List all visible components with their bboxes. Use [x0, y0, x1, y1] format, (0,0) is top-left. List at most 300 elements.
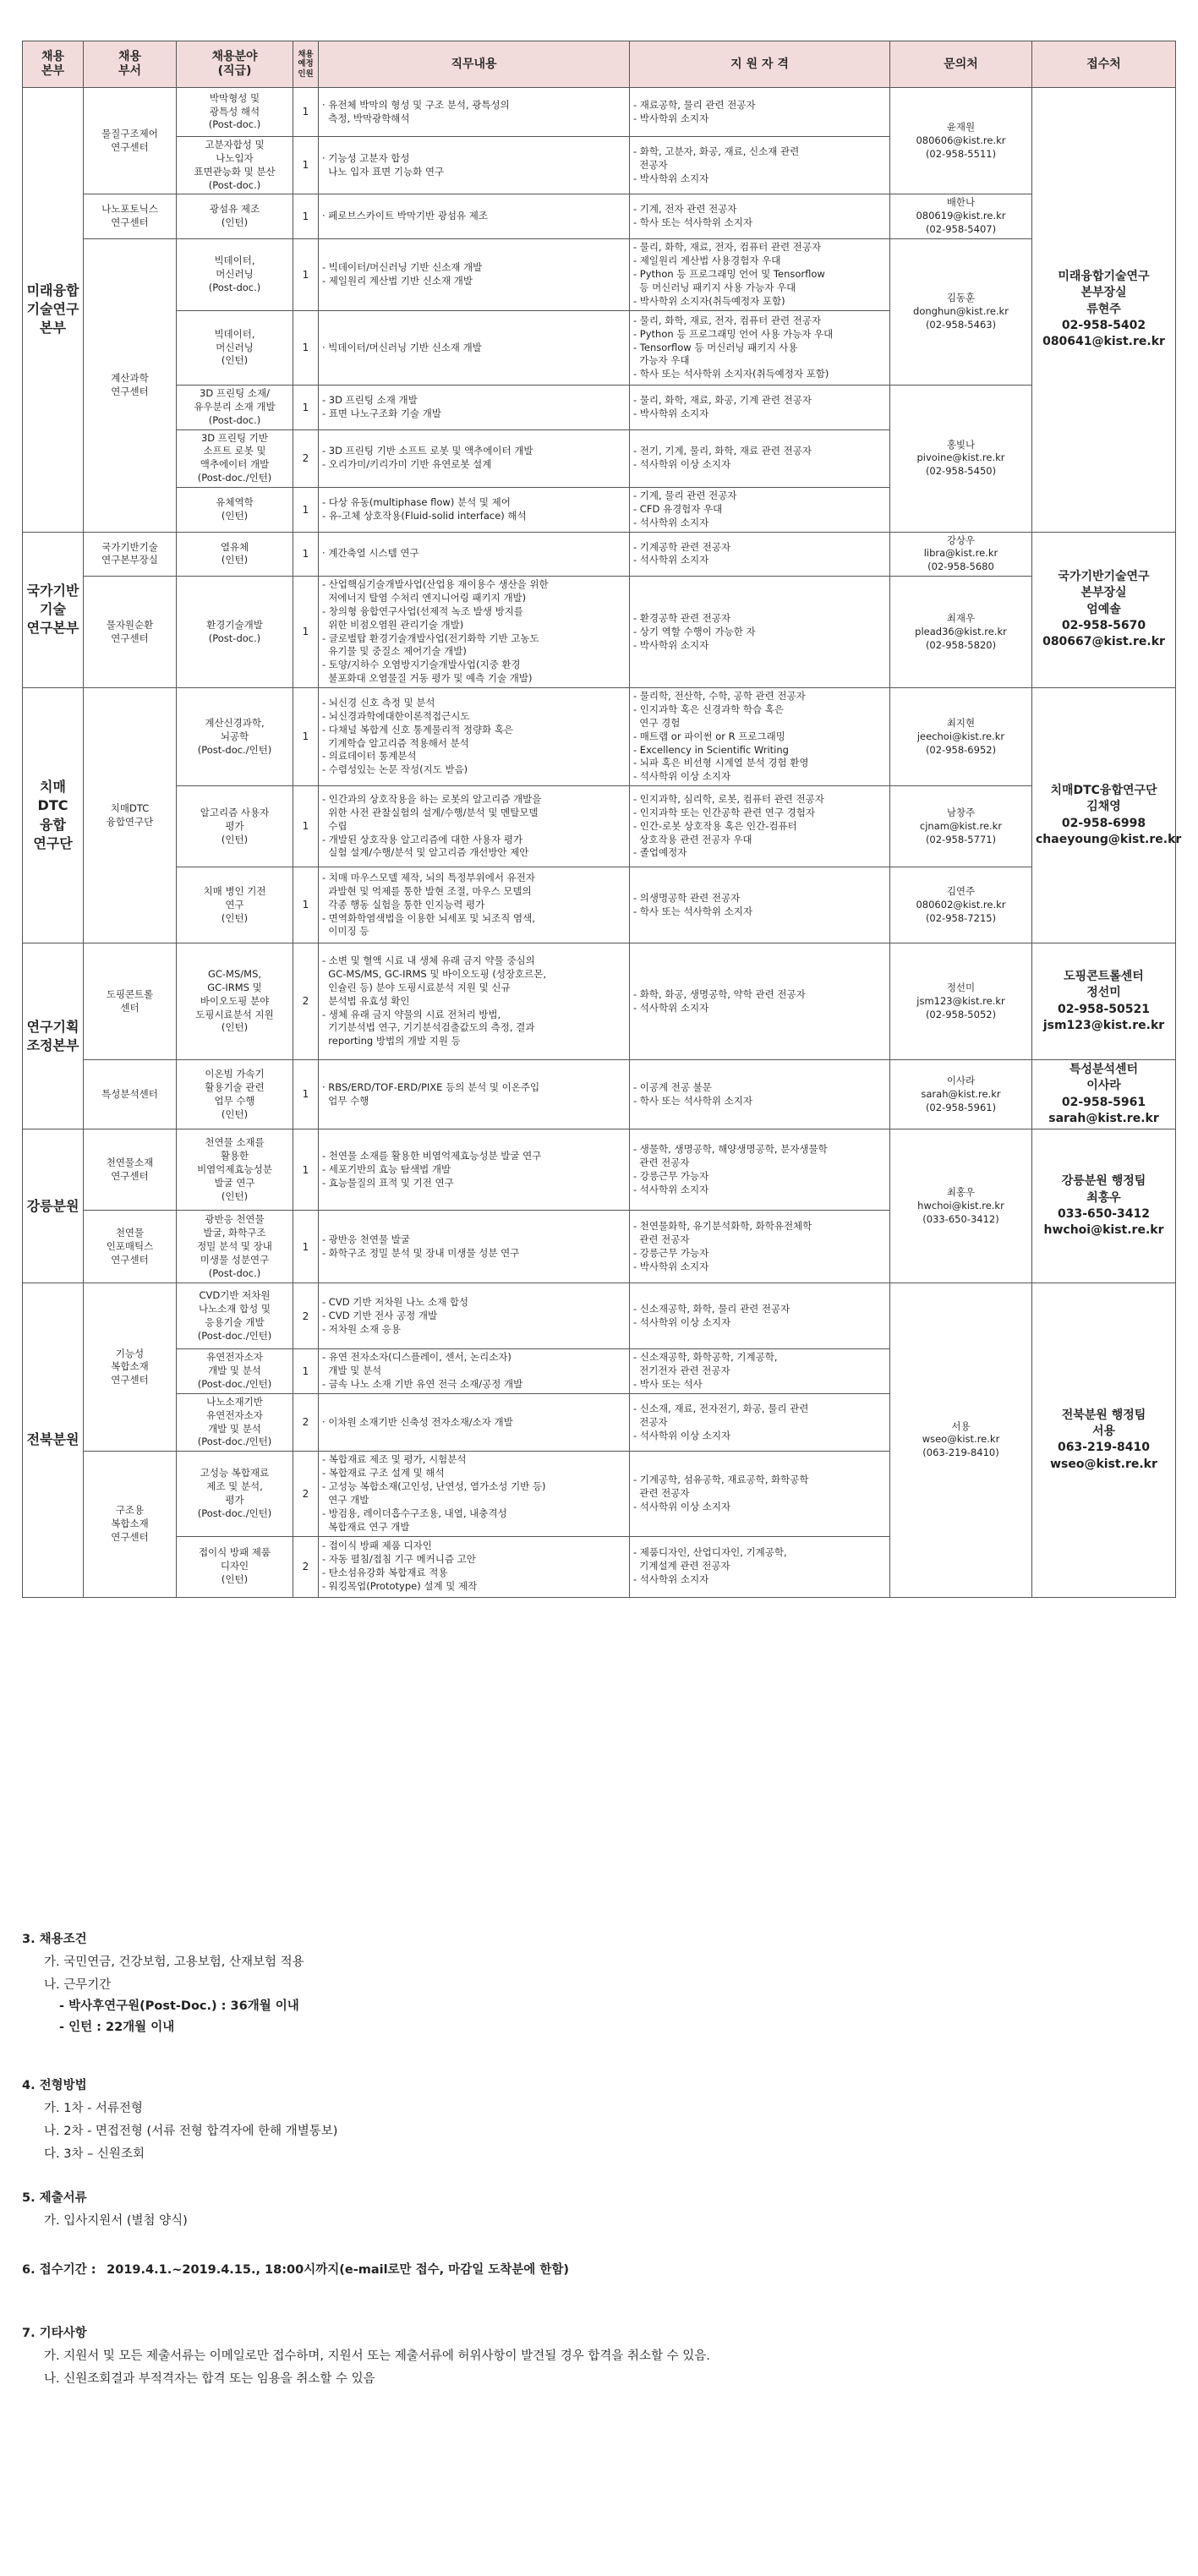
section-misc — [22, 2323, 1172, 2387]
cell-line: - 강릉근무 가능자 — [633, 1246, 709, 1259]
field-cell: 유체역학 (인턴) — [177, 488, 293, 533]
field-cell: 천연물 소재를 활용한 비염억제효능성분 발굴 연구 (인턴) — [177, 1129, 293, 1211]
cell-line: 복합재료 연구 개발 — [322, 1520, 410, 1533]
duty-cell — [319, 867, 630, 943]
requirements-cell — [630, 1129, 890, 1211]
field-cell: 광반응 천연물 발굴, 화학구조 정밀 분석 및 장내 미생물 성분연구 (Post-doc.) — [177, 1211, 293, 1283]
cell-line: - 방검용, 레이더흡수구조용, 내열, 내충격성 — [322, 1507, 507, 1519]
count-cell: 1 — [293, 386, 319, 430]
hq-cell: 치매DTC 융합 연구단 — [23, 688, 84, 943]
count-cell: 1 — [293, 688, 319, 786]
section-title: 6. 접수기간 : — [22, 2263, 96, 2277]
count-cell: 2 — [293, 943, 319, 1060]
dept-cell: 물자원순환 연구센터 — [84, 577, 177, 688]
duty-cell — [319, 386, 630, 430]
cell-line: - 고성능 복합소재(고인성, 난연성, 열가소성 기반 등) — [322, 1480, 546, 1493]
cell-line: - 박사 또는 석사 — [633, 1378, 703, 1391]
cell-line: - Tensorflow 등 머신러닝 패키지 사용 — [633, 341, 798, 353]
cell-line: - 저차원 소재 응용 — [322, 1322, 401, 1335]
cell-line: - 천연물화학, 유기분석화학, 화학유전체학 — [633, 1220, 812, 1233]
cell-line: 기계학습 알고리즘 적용해서 분석 — [322, 736, 469, 749]
count-cell: 1 — [293, 311, 319, 386]
duty-cell — [319, 577, 630, 688]
cell-line: · 기능성 고분자 합성 — [322, 151, 410, 164]
cell-line: - 3D 프린팅 소재 개발 — [322, 393, 418, 406]
cell-line: 관련 전공자 — [633, 1156, 690, 1168]
cell-line: - 석사학위 소지자 — [633, 1183, 709, 1195]
header-hq: 채용 본부 — [23, 41, 84, 88]
cell-line: - 창의형 융합연구사업(선제적 녹조 발생 방지를 — [322, 604, 523, 617]
table-row — [23, 532, 1176, 577]
cell-line: 측정, 박막광학해석 — [322, 112, 410, 124]
field-cell: 광섬유 제조 (인턴) — [177, 194, 293, 239]
header-field: 채용분야 (직급) — [177, 41, 293, 88]
duty-cell — [319, 943, 630, 1060]
duty-cell — [319, 786, 630, 867]
contact-cell: 최지현 jeechoi@kist.re.kr (02-958-6952) — [890, 688, 1032, 786]
list-item: 나. 신원조회결과 부적격자는 합격 또는 임용을 취소할 수 있음 — [44, 2372, 375, 2386]
table-row — [23, 867, 1176, 943]
cell-line: - 인지과학, 심리학, 로봇, 컴퓨터 관련 전공자 — [633, 792, 824, 805]
cell-line: - 표면 나노구조화 기술 개발 — [322, 407, 441, 419]
dept-cell: 국가기반기술 연구본부장실 — [84, 532, 177, 577]
field-cell: 열유체 (인턴) — [177, 532, 293, 577]
cell-line: - 뇌신경과학에대한이론적접근시도 — [322, 709, 470, 722]
cell-line: 개발 및 분석 — [322, 1365, 382, 1377]
cell-line: - 석사학위 소지자 — [633, 1001, 709, 1014]
count-cell: 1 — [293, 488, 319, 533]
cell-line: - 뇌파 혹은 비선형 시계열 분석 경험 환영 — [633, 757, 809, 769]
requirements-cell — [630, 311, 890, 386]
requirements-cell — [630, 577, 890, 688]
cell-line: - 기계공학 관련 전공자 — [633, 540, 731, 553]
cell-line: - 면역화학염색법을 이용한 뇌세포 및 뇌조직 염색, — [322, 911, 535, 924]
cell-line: - 글로벌탑 환경기술개발사업(전기화학 기반 고농도 — [322, 632, 539, 644]
cell-line: - 석사학위 소지자 — [633, 516, 709, 528]
cell-line: 각종 행동 실험을 통한 인지능력 평가 — [322, 898, 485, 911]
duty-cell — [319, 88, 630, 137]
cell-line: - 기계, 물리 관련 전공자 — [633, 489, 737, 502]
requirements-cell — [630, 786, 890, 867]
hq-cell: 미래융합 기술연구 본부 — [23, 88, 84, 533]
cell-line: - 탄소섬유강화 복합재료 적용 — [322, 1567, 448, 1578]
cell-line: - 박사학위 소지자(취득예정자 포함) — [633, 294, 785, 307]
duty-cell — [319, 1211, 630, 1283]
cell-line: - 물리, 화학, 재료, 화공, 기계 관련 전공자 — [633, 393, 812, 406]
cell-line: 과발현 및 억제를 통한 발현 조절, 마우스 모델의 — [322, 884, 532, 897]
table-row — [23, 386, 1176, 430]
count-cell: 1 — [293, 1211, 319, 1283]
cell-line: - 효능물질의 표적 및 기전 연구 — [322, 1176, 454, 1189]
section-conditions — [22, 1929, 1172, 2035]
cell-line: 저에너지 탈염 수처리 엔지니어링 패키지 개발) — [322, 592, 527, 604]
cell-line: 등 머신러닝 패키지 사용 가능자 우대 — [633, 281, 796, 293]
count-cell: 2 — [293, 429, 319, 487]
cell-line: - 치매 마우스모델 제작, 뇌의 특정부위에서 유전자 — [322, 871, 535, 883]
cell-line: - 화학, 고분자, 화공, 재료, 신소재 관련 — [633, 145, 800, 157]
cell-line: 연구 개발 — [322, 1493, 369, 1506]
table-row — [23, 1129, 1176, 1211]
cell-line: 관련 전공자 — [633, 1486, 690, 1499]
cell-line: 불포화대 오염물질 거동 평가 및 예측 기술 개발) — [322, 672, 533, 685]
cell-line: - 광반응 천연물 발굴 — [322, 1233, 410, 1245]
cell-line: - 의료데이터 통계분석 — [322, 750, 417, 763]
cell-line: - 제일원리 계산법 사용경험자 우대 — [633, 254, 781, 267]
dept-cell: 특성분석센터 — [84, 1060, 177, 1129]
count-cell: 1 — [293, 786, 319, 867]
count-cell: 1 — [293, 1129, 319, 1211]
contact-cell: 홍빛나 pivoine@kist.re.kr (02-958-5450) — [890, 386, 1032, 533]
field-cell: 빅데이터, 머신러닝 (인턴) — [177, 311, 293, 386]
cell-line: 업무 수행 — [322, 1094, 369, 1107]
field-cell: 고분자합성 및 나노입자 표면관능화 및 분산 (Post-doc.) — [177, 137, 293, 194]
cell-line: - 천연물 소재를 활용한 비염억제효능성분 발굴 연구 — [322, 1150, 542, 1162]
count-cell: 2 — [293, 1393, 319, 1451]
cell-line: - 석사학위 이상 소지자 — [633, 1429, 731, 1441]
field-cell: 접이식 방패 제품 디자인 (인턴) — [177, 1536, 293, 1597]
count-cell: 2 — [293, 1283, 319, 1349]
cell-line: - 이공계 전공 불문 — [633, 1080, 712, 1093]
requirements-cell — [630, 488, 890, 533]
cell-line: - 학사 또는 석사학위 소지자(취득예정자 포함) — [633, 368, 829, 380]
requirements-cell — [630, 1452, 890, 1536]
field-cell: 환경기술개발 (Post-doc.) — [177, 577, 293, 688]
dept-cell: 물질구조제어 연구센터 — [84, 88, 177, 194]
cell-line: - CVD 기반 저차원 나노 소재 합성 — [322, 1296, 469, 1309]
field-cell: 빅데이터, 머신러닝 (Post-doc.) — [177, 239, 293, 311]
list-item: 가. 국민연금, 건강보험, 고용보험, 산재보험 적용 — [44, 1955, 304, 1969]
cell-line: - 생체 유래 금지 약물의 시료 전처리 방법, — [322, 1008, 501, 1020]
cell-line: - 학사 또는 석사학위 소지자 — [633, 905, 752, 917]
duty-cell — [319, 194, 630, 239]
cell-line: 전공자 — [633, 1415, 668, 1428]
contact-cell: 최재우 plead36@kist.re.kr (02-958-5820) — [890, 577, 1032, 688]
section-selection — [22, 2076, 1172, 2162]
requirements-cell — [630, 688, 890, 786]
reception-cell: 특성분석센터 이사라 02-958-5961 sarah@kist.re.kr — [1032, 1060, 1176, 1129]
cell-line: - 학사 또는 석사학위 소지자 — [633, 216, 752, 229]
contact-cell: 배한나 080619@kist.re.kr (02-958-5407) — [890, 194, 1032, 239]
field-cell: 고성능 복합재료 제조 및 분석, 평가 (Post-doc./인턴) — [177, 1452, 293, 1536]
count-cell: 2 — [293, 1536, 319, 1597]
requirements-cell — [630, 1393, 890, 1451]
contact-cell: 정선미 jsm123@kist.re.kr (02-958-5052) — [890, 943, 1032, 1060]
contact-cell: 최홍우 hwchoi@kist.re.kr (033-650-3412) — [890, 1129, 1032, 1283]
cell-line: - 신소재공학, 화학, 물리 관련 전공자 — [633, 1302, 790, 1315]
cell-line: - 석사학위 이상 소지자 — [633, 458, 731, 471]
cell-line: - Excellency in Scientific Writing — [633, 743, 789, 756]
requirements-cell — [630, 137, 890, 194]
cell-line: - 석사학위 소지자 — [633, 1572, 709, 1585]
list-item: 가. 지원서 및 모든 제출서류는 이메일로만 접수하며, 지원서 또는 제출서류에 허위사항이 발견될 경우 합격을 취소할 수 있음. — [44, 2349, 710, 2363]
dept-cell: 나노포토닉스 연구센터 — [84, 194, 177, 239]
count-cell: 1 — [293, 867, 319, 943]
cell-line: 이미징 등 — [322, 925, 369, 938]
table-row — [23, 88, 1176, 137]
cell-line: - 제품디자인, 산업디자인, 기계공학, — [633, 1546, 787, 1559]
field-cell: 계산신경과학, 뇌공학 (Post-doc./인턴) — [177, 688, 293, 786]
requirements-cell — [630, 386, 890, 430]
cell-line: - Python 등 프로그래밍 언어 사용 가능자 우대 — [633, 327, 834, 340]
cell-line: - 복합재료 구조 설계 및 해석 — [322, 1467, 445, 1479]
cell-line: - 유-고체 상호작용(Fluid-solid interface) 해석 — [322, 509, 527, 522]
dept-cell: 천연물 인포매틱스 연구센터 — [84, 1211, 177, 1283]
field-cell: 알고리즘 사용자 평가 (인턴) — [177, 786, 293, 867]
reception-cell: 치매DTC융합연구단 김채영 02-958-6998 chaeyoung@kist.re.kr — [1032, 688, 1176, 943]
cell-line: 가능자 우대 — [633, 354, 690, 367]
cell-line: - 인지과학 혹은 신경과학 학습 혹은 — [633, 703, 784, 715]
cell-line: - 인지과학 또는 인간공학 관련 연구 경험자 — [633, 806, 815, 818]
table-header-row — [23, 41, 1176, 88]
list-item: 가. 1차 - 서류전형 — [44, 2102, 143, 2115]
cell-line: · 빅데이터/머신러닝 기반 신소재 개발 — [322, 341, 482, 353]
count-cell: 1 — [293, 137, 319, 194]
hq-cell: 국가기반 기술 연구본부 — [23, 532, 84, 687]
cell-line: - 빅데이터/머신러닝 기반 신소재 개발 — [322, 261, 483, 274]
contact-cell: 강상우 libra@kist.re.kr (02-958-5680 — [890, 532, 1032, 577]
header-reception: 접수처 — [1032, 41, 1176, 88]
duty-cell — [319, 1283, 630, 1349]
header-duty: 직무내용 — [319, 41, 630, 88]
cell-line: - 금속 나노 소재 기반 유연 전극 소재/공정 개발 — [322, 1378, 523, 1391]
dept-cell: 도핑콘트롤 센터 — [84, 943, 177, 1060]
list-item: 다. 3차 – 신원조회 — [44, 2147, 145, 2161]
cell-line: - 환경공학 관련 전공자 — [633, 611, 731, 624]
cell-line: - 화학구조 정밀 분석 및 장내 미생물 성분 연구 — [322, 1246, 520, 1259]
requirements-cell — [630, 1060, 890, 1129]
dept-cell: 천연물소재 연구센터 — [84, 1129, 177, 1211]
cell-line: - 박사학위 소지자 — [633, 172, 709, 184]
cell-line: - 3D 프린팅 기반 소프트 로봇 및 액추에이터 개발 — [322, 445, 533, 457]
requirements-cell — [630, 867, 890, 943]
duty-cell — [319, 688, 630, 786]
cell-line: - 물리, 화학, 재료, 전자, 컴퓨터 관련 전공자 — [633, 314, 822, 326]
dept-cell: 기능성 복합소재 연구센터 — [84, 1283, 177, 1452]
hq-cell: 전북분원 — [23, 1283, 84, 1597]
header-count: 채용 예정 인원 — [293, 41, 319, 88]
cell-line: 위한 사전 관찰실험의 설계/수행/분석 및 멘탈모델 — [322, 806, 539, 818]
requirements-cell — [630, 1283, 890, 1349]
count-cell: 1 — [293, 1349, 319, 1394]
cell-line: 전기전자 관련 전공자 — [633, 1365, 730, 1377]
contact-cell: 서용 wseo@kist.re.kr (063-219-8410) — [890, 1283, 1032, 1597]
cell-line: - 소변 및 혈액 시료 내 생체 유래 금지 약물 중심의 — [322, 954, 535, 967]
requirements-cell — [630, 943, 890, 1060]
duty-cell — [319, 137, 630, 194]
cell-line: - 상기 역할 수행이 가능한 자 — [633, 625, 756, 637]
contact-cell: 김동훈 donghun@kist.re.kr (02-958-5463) — [890, 239, 1032, 386]
requirements-cell — [630, 1349, 890, 1394]
requirements-cell — [630, 532, 890, 577]
table-row — [23, 239, 1176, 311]
count-cell: 1 — [293, 88, 319, 137]
duty-cell — [319, 1129, 630, 1211]
cell-line: 인슐린 등) 분야 도핑시료분석 지원 및 신규 — [322, 981, 511, 993]
cell-line: - 재료공학, 물리 관련 전공자 — [633, 98, 756, 111]
section-period — [22, 2260, 1172, 2278]
table-row — [23, 943, 1176, 1060]
reception-cell: 전북분원 행정팀 서용 063-219-8410 wseo@kist.re.kr — [1032, 1283, 1176, 1597]
sub-item: - 인턴 : 22개월 이내 — [59, 2021, 175, 2034]
cell-line: - Python 등 프로그래밍 언어 및 Tensorflow — [633, 268, 825, 281]
cell-line: - 화학, 화공, 생명공학, 약학 관련 전공자 — [633, 987, 806, 1000]
field-cell: 나노소재기반 유연전자소자 개발 및 분석 (Post-doc./인턴) — [177, 1393, 293, 1451]
cell-line: - 의생명공학 관련 전공자 — [633, 891, 741, 904]
cell-line: - 뇌신경 신호 측정 및 분석 — [322, 696, 435, 708]
section-documents — [22, 2188, 1172, 2229]
hq-cell: 연구기획 조정본부 — [23, 943, 84, 1129]
cell-line: · 유전체 박막의 형성 및 구조 분석, 광특성의 — [322, 98, 510, 111]
header-requirements: 지 원 자 격 — [630, 41, 890, 88]
field-cell: GC-MS/MS, GC-IRMS 및 바이오도핑 분야 도핑시료분석 지원 (인턴) — [177, 943, 293, 1060]
cell-line: - 기계, 전자 관련 전공자 — [633, 203, 737, 216]
count-cell: 1 — [293, 577, 319, 688]
dept-cell: 구조용 복합소재 연구센터 — [84, 1452, 177, 1597]
duty-cell — [319, 488, 630, 533]
cell-line: - 석사학위 이상 소지자 — [633, 770, 731, 783]
cell-line: - 접이식 방패 제품 디자인 — [322, 1540, 432, 1552]
duty-cell — [319, 239, 630, 311]
contact-cell: 이사라 sarah@kist.re.kr (02-958-5961) — [890, 1060, 1032, 1129]
section-title: 3. 채용조건 — [22, 1933, 87, 1946]
cell-line: - 박사학위 소지자 — [633, 407, 709, 419]
reception-cell: 도핑콘트롤센터 정선미 02-958-50521 jsm123@kist.re.kr — [1032, 943, 1176, 1060]
count-cell: 1 — [293, 532, 319, 577]
field-cell: 3D 프린팅 소재/ 유우분리 소재 개발 (Post-doc.) — [177, 386, 293, 430]
duty-cell — [319, 1393, 630, 1451]
duty-cell — [319, 1452, 630, 1536]
cell-line: - 졸업예정자 — [633, 846, 687, 859]
cell-line: - 토양/지하수 오염방지기술개발사업(지중 환경 — [322, 659, 521, 671]
field-cell: 이온빔 가속기 활용기술 관련 업무 수행 (인턴) — [177, 1060, 293, 1129]
contact-cell: 윤재원 080606@kist.re.kr (02-958-5511) — [890, 88, 1032, 194]
reception-cell: 국가기반기술연구 본부장실 엄예솔 02-958-5670 080667@kist.re.kr — [1032, 532, 1176, 687]
cell-line: - 신소재공학, 화학공학, 기계공학, — [633, 1351, 778, 1364]
table-row — [23, 194, 1176, 239]
cell-line: · RBS/ERD/TOF-ERD/PIXE 등의 분석 및 이온주입 — [322, 1080, 540, 1093]
header-dept: 채용 부서 — [84, 41, 177, 88]
cell-line: - CFD 유경험자 우대 — [633, 502, 723, 515]
cell-line: - 매트랩 or 파이썬 or R 프로그래밍 — [633, 730, 785, 742]
table-row — [23, 786, 1176, 867]
cell-line: 상호작용 관련 전공자 우대 — [633, 833, 752, 845]
application-period: 2019.4.1.~2019.4.15., 18:00시까지(e-mail로만 접수, 마감일 도착분에 한함) — [107, 2263, 569, 2277]
reception-cell: 강릉분원 행정팀 최홍우 033-650-3412 hwchoi@kist.re.kr — [1032, 1129, 1176, 1283]
section-title: 5. 제출서류 — [22, 2191, 87, 2205]
cell-line: reporting 방법의 개발 지원 등 — [322, 1035, 461, 1047]
cell-line: 연구 경험 — [633, 716, 681, 729]
duty-cell — [319, 311, 630, 386]
list-item: 나. 근무기간 — [44, 1978, 112, 1992]
requirements-cell — [630, 194, 890, 239]
cell-line: - 박사학위 소지자 — [633, 638, 709, 651]
cell-line: 기기분석법 연구, 기기분석검출값도의 측정, 결과 — [322, 1021, 535, 1034]
section-title: 4. 전형방법 — [22, 2079, 87, 2092]
cell-line: - 박사학위 소지자 — [633, 1260, 709, 1272]
field-cell: 박막형성 및 광특성 해석 (Post-doc.) — [177, 88, 293, 137]
field-cell: 3D 프린팅 기반 소프트 로봇 및 액추에이터 개발 (Post-doc./인턴) — [177, 429, 293, 487]
duty-cell — [319, 1060, 630, 1129]
sub-item: - 박사후연구원(Post-Doc.) : 36개월 이내 — [59, 1999, 299, 2013]
requirements-cell — [630, 1211, 890, 1283]
cell-line: - 강릉근무 가능자 — [633, 1169, 709, 1182]
table-row — [23, 1060, 1176, 1129]
cell-line: - 물리, 화학, 재료, 전자, 컴퓨터 관련 전공자 — [633, 241, 822, 254]
duty-cell — [319, 1349, 630, 1394]
cell-line: 전공자 — [633, 158, 668, 171]
cell-line: 실험 설계/수행/분석 및 알고리즘 개선방안 제안 — [322, 846, 529, 859]
contact-cell: 남창주 cjnam@kist.re.kr (02-958-5771) — [890, 786, 1032, 867]
count-cell: 1 — [293, 239, 319, 311]
cell-line: 유기물 및 중질소 제어기술 개발) — [322, 645, 467, 658]
table-row — [23, 1283, 1176, 1349]
cell-line: - 인간-로봇 상호작용 혹은 인간-컴퓨터 — [633, 819, 797, 832]
cell-line: - 다채널 복합계 신호 통계물리적 정량화 혹은 — [322, 723, 514, 736]
hq-cell: 강릉분원 — [23, 1129, 84, 1283]
cell-line: 위한 비점오염원 관리기술 개발) — [322, 618, 464, 631]
cell-line: - 기계공학, 섬유공학, 재료공학, 화학공학 — [633, 1474, 809, 1486]
cell-line: - 개발된 상호작용 알고리즘에 대한 사용자 평가 — [322, 833, 523, 845]
cell-line: 관련 전공자 — [633, 1233, 690, 1245]
list-item: 나. 2차 - 면접전형 (서류 전형 합격자에 한해 개별통보) — [44, 2125, 338, 2138]
cell-line: - 박사학위 소지자 — [633, 112, 709, 124]
cell-line: - 제일원리 계산법 기반 신소재 개발 — [322, 275, 473, 287]
header-contact: 문의처 — [890, 41, 1032, 88]
cell-line: · 이차원 소재기반 신축성 전자소재/소자 개발 — [322, 1415, 513, 1428]
cell-line: 나노 입자 표면 기능화 연구 — [322, 165, 445, 178]
cell-line: - 신소재, 재료, 전자전기, 화공, 물리 관련 — [633, 1402, 809, 1414]
requirements-cell — [630, 1536, 890, 1597]
cell-line: 분석법 유효성 확인 — [322, 994, 410, 1007]
reception-cell: 미래융합기술연구 본부장실 류현주 02-958-5402 080641@kist.re.kr — [1032, 88, 1176, 533]
requirements-cell — [630, 239, 890, 311]
field-cell: 치매 병인 기전 연구 (인턴) — [177, 867, 293, 943]
cell-line: - 자동 펼침/접침 기구 메커니즘 고안 — [322, 1553, 476, 1566]
cell-line: - 학사 또는 석사학위 소지자 — [633, 1094, 752, 1107]
requirements-cell — [630, 429, 890, 487]
field-cell: 유연전자소자 개발 및 분석 (Post-doc./인턴) — [177, 1349, 293, 1394]
cell-line: - 복합재료 제조 및 평가, 시험분석 — [322, 1453, 467, 1466]
cell-line: - 전기, 기계, 물리, 화학, 재료 관련 전공자 — [633, 445, 812, 457]
dept-cell: 치매DTC 융합연구단 — [84, 688, 177, 943]
cell-line: - 생물학, 생명공학, 해양생명공학, 분자생물학 — [633, 1143, 828, 1156]
cell-line: - 석사학위 이상 소지자 — [633, 1500, 731, 1512]
dept-cell: 계산과학 연구센터 — [84, 239, 177, 533]
cell-line: - 석사학위 소지자 — [633, 554, 709, 566]
cell-line: - 세포기반의 효능 탐색법 개발 — [322, 1162, 451, 1175]
cell-line: 기계설계 관련 전공자 — [633, 1560, 730, 1572]
cell-line: - 오리가미/키리가미 기반 유연로봇 설계 — [322, 458, 492, 471]
cell-line: - 다상 유동(multiphase flow) 분석 및 제어 — [322, 495, 511, 508]
count-cell: 2 — [293, 1452, 319, 1536]
cell-line: - 유연 전자소자(디스플레이, 센서, 논리소자) — [322, 1351, 511, 1364]
cell-line: - 산업핵심기술개발사업(산업용 재이용수 생산을 위한 — [322, 578, 549, 591]
cell-line: - 석사학위 이상 소지자 — [633, 1315, 731, 1328]
field-cell: CVD기반 저차원 나노소재 합성 및 응용기술 개발 (Post-doc./인턴) — [177, 1283, 293, 1349]
cell-line: GC-MS/MS, GC-IRMS 및 바이오도핑 (성장호르몬, — [322, 967, 547, 980]
cell-line: 수립 — [322, 819, 347, 832]
cell-line: - 인간과의 상호작용을 하는 로봇의 알고리즘 개발을 — [322, 792, 542, 805]
cell-line: - CVD 기반 전사 공정 개발 — [322, 1309, 438, 1321]
duty-cell — [319, 532, 630, 577]
contact-cell: 김연주 080602@kist.re.kr (02-958-7215) — [890, 867, 1032, 943]
duty-cell — [319, 429, 630, 487]
recruitment-table — [22, 41, 1182, 1598]
cell-line: · 페로브스카이트 박막기반 광섬유 제조 — [322, 210, 489, 222]
section-title: 7. 기타사항 — [22, 2327, 87, 2340]
cell-line: - 물리학, 전산학, 수학, 공학 관련 전공자 — [633, 690, 806, 703]
cell-line: · 계간축열 시스템 연구 — [322, 547, 419, 560]
